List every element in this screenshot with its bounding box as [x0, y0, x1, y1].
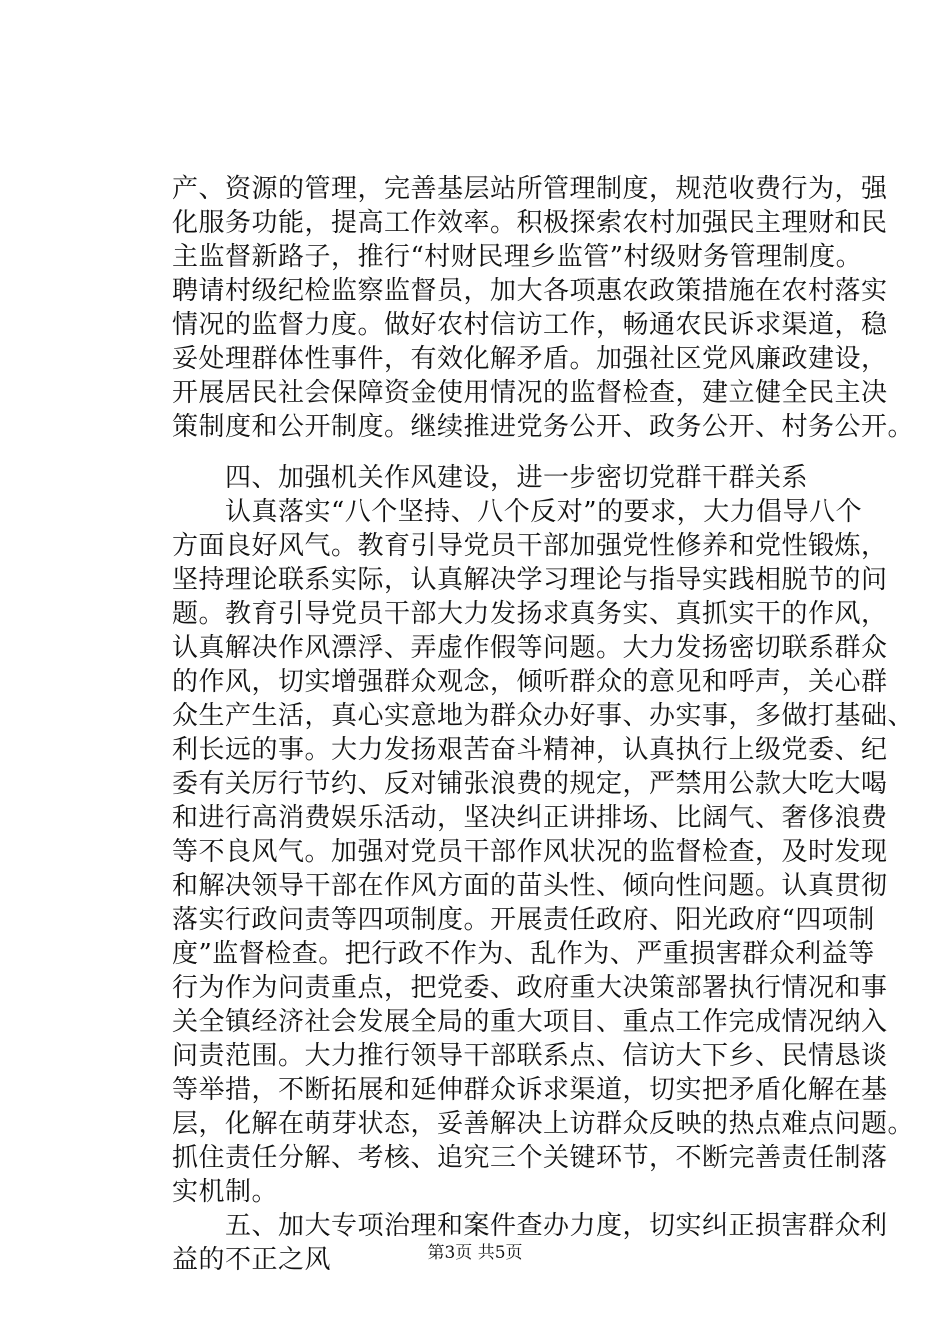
text-line: 等举措，不断拓展和延伸群众诉求渠道，切实把矛盾化解在基 — [172, 1075, 888, 1105]
text-line: 认真落实“八个坚持、八个反对”的要求，大力倡导八个 — [172, 497, 863, 527]
paragraph-1 — [172, 172, 915, 444]
text-line: 等不良风气。加强对党员干部作风状况的监督检查，及时发现 — [172, 837, 888, 867]
text-line: 认真解决作风漂浮、弄虚作假等问题。大力发扬密切联系群众 — [172, 633, 888, 663]
text-line: 开展居民社会保障资金使用情况的监督检查，建立健全民主决 — [172, 378, 888, 408]
text-line: 和进行高消费娱乐活动，坚决纠正讲排场、比阔气、奢侈浪费 — [172, 803, 888, 833]
text-line: 落实行政问责等四项制度。开展责任政府、阳光政府“四项制 — [172, 905, 875, 935]
text-line: 和解决领导干部在作风方面的苗头性、倾向性问题。认真贯彻 — [172, 871, 888, 901]
section-4 — [172, 461, 915, 1209]
text-line: 委有关厉行节约、反对铺张浪费的规定，严禁用公款大吃大喝 — [172, 769, 888, 799]
text-line: 主监督新路子，推行“村财民理乡监管”村级财务管理制度。 — [172, 242, 863, 272]
text-line: 聘请村级纪检监察监督员，加大各项惠农政策措施在农村落实 — [172, 276, 888, 306]
text-line: 问责范围。大力推行领导干部联系点、信访大下乡、民情恳谈 — [172, 1041, 888, 1071]
text-line: 众生产生活，真心实意地为群众办好事、办实事，多做打基础、 — [172, 701, 915, 731]
text-line: 策制度和公开制度。继续推进党务公开、政务公开、村务公开。 — [172, 412, 915, 442]
text-line: 妥处理群体性事件，有效化解矛盾。加强社区党风廉政建设， — [172, 344, 888, 374]
text-line: 实机制。 — [172, 1177, 279, 1207]
text-line: 抓住责任分解、考核、追究三个关键环节，不断完善责任制落 — [172, 1143, 888, 1173]
text-line: 产、资源的管理，完善基层站所管理制度，规范收费行为，强 — [172, 174, 888, 204]
text-line: 行为作为问责重点，把党委、政府重大决策部署执行情况和事 — [172, 973, 888, 1003]
document-body — [172, 172, 915, 1277]
text-line: 的作风，切实增强群众观念，倾听群众的意见和呼声，关心群 — [172, 667, 888, 697]
text-line: 方面良好风气。教育引导党员干部加强党性修养和党性锻炼， — [172, 531, 888, 561]
section-heading-continued: 益的不正之风 — [172, 1245, 332, 1275]
text-line: 度”监督检查。把行政不作为、乱作为、严重损害群众利益等 — [172, 939, 875, 969]
text-line: 关全镇经济社会发展全局的重大项目、重点工作完成情况纳入 — [172, 1007, 888, 1037]
text-line: 层，化解在萌芽状态，妥善解决上访群众反映的热点难点问题。 — [172, 1109, 915, 1139]
section-heading: 四、加强机关作风建设，进一步密切党群干群关系 — [172, 463, 809, 493]
section-heading: 五、加大专项治理和案件查办力度，切实纠正损害群众利 — [172, 1211, 888, 1241]
page-number-footer: 第3页 共5页 — [427, 1243, 523, 1263]
text-line: 情况的监督力度。做好农村信访工作，畅通农民诉求渠道，稳 — [172, 310, 888, 340]
text-line: 题。教育引导党员干部大力发扬求真务实、真抓实干的作风， — [172, 599, 888, 629]
text-line: 利长远的事。大力发扬艰苦奋斗精神，认真执行上级党委、纪 — [172, 735, 888, 765]
text-line: 坚持理论联系实际，认真解决学习理论与指导实践相脱节的问 — [172, 565, 888, 595]
text-line: 化服务功能，提高工作效率。积极探索农村加强民主理财和民 — [172, 208, 888, 238]
paragraph-spacer — [172, 444, 862, 461]
